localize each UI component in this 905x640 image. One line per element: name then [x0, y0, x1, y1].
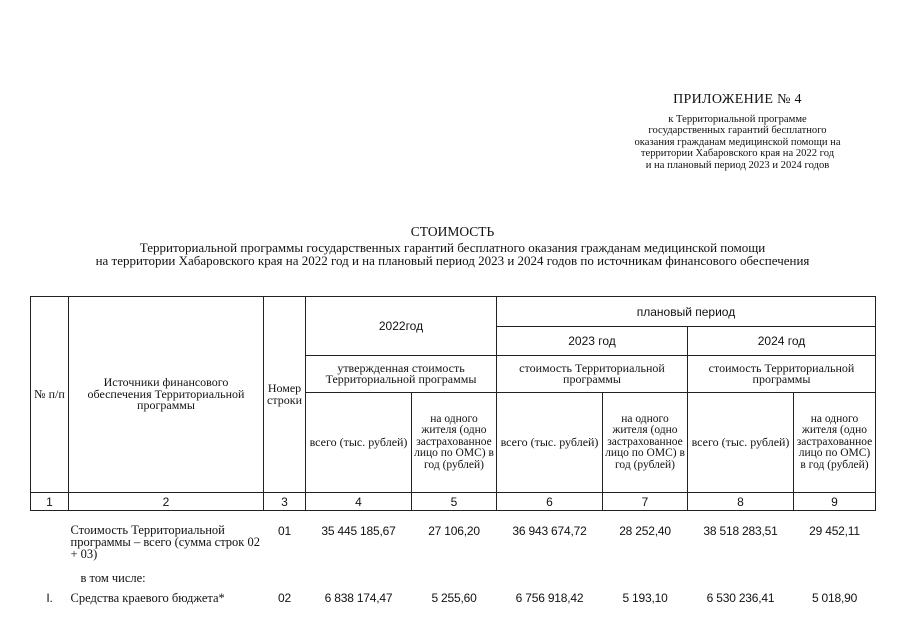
- column-number: 5: [412, 493, 497, 511]
- appendix-title: ПРИЛОЖЕНИЕ № 4: [673, 92, 802, 107]
- table-row: [31, 587, 876, 609]
- column-number: 6: [497, 493, 603, 511]
- value-total-2023: [497, 569, 603, 587]
- header-cost-2024: стоимость Территориальной программы: [688, 356, 876, 393]
- table-row: [31, 569, 876, 587]
- document-title: СТОИМОСТЬ: [410, 224, 495, 239]
- header-total-2024: всего (тыс. рублей): [688, 393, 794, 493]
- row-index: [31, 523, 69, 569]
- column-number: 9: [794, 493, 876, 511]
- header-row-1: [31, 297, 876, 327]
- value-per-resident-2024: [794, 569, 876, 587]
- appendix-line: оказания гражданам медицинской помощи на: [634, 136, 841, 148]
- header-cost-2023: стоимость Территориальной программы: [497, 356, 688, 393]
- row-line-number: [264, 569, 306, 587]
- value-per-resident-2022: 5 255,60: [431, 590, 477, 605]
- column-number: 2: [69, 493, 264, 511]
- value-total-2023: 6 756 918,42: [515, 590, 584, 605]
- header-year-2022: 2022год: [306, 297, 497, 356]
- header-line-number: Номер строки: [264, 297, 306, 493]
- row-label: Стоимость Территориальной программы – всего (сумма строк 02 + 03): [70, 522, 261, 561]
- header-sources: Источники финансового обеспечения Территориальной программы: [69, 297, 264, 493]
- value-total-2022: [306, 569, 412, 587]
- header-total-2022: всего (тыс. рублей): [306, 393, 412, 493]
- subtitle-line-1: Территориальной программы государственных гарантий бесплатного оказания гражданам медицинской помощи: [139, 240, 766, 255]
- value-per-resident-2023: 5 193,10: [622, 590, 668, 605]
- table-row: [31, 523, 876, 569]
- value-total-2023: 36 943 674,72: [512, 523, 587, 538]
- header-year-2024: 2024 год: [688, 327, 876, 356]
- row-index: [31, 569, 69, 587]
- value-per-resident-2023: [603, 569, 688, 587]
- header-per-resident-2022: на одного жителя (одно застрахованное лицо по ОМС) в год (рублей): [412, 393, 497, 493]
- column-number-row: [31, 493, 876, 511]
- header-year-2023: 2023 год: [497, 327, 688, 356]
- spacer-row: [31, 511, 876, 523]
- cost-table: [30, 296, 876, 609]
- row-label: Средства краевого бюджета*: [70, 590, 225, 605]
- value-total-2024: 38 518 283,51: [703, 523, 778, 538]
- column-number: 7: [603, 493, 688, 511]
- value-per-resident-2023: 28 252,40: [619, 523, 671, 538]
- value-per-resident-2022: [412, 569, 497, 587]
- header-approved-cost: утвержденная стоимость Территориальной программы: [306, 356, 497, 393]
- value-per-resident-2024: 29 452,11: [809, 523, 860, 538]
- appendix-line: и на плановый период 2023 и 2024 годов: [645, 159, 830, 171]
- column-number: 8: [688, 493, 794, 511]
- appendix-line: территории Хабаровского края на 2022 год: [640, 148, 835, 160]
- appendix-block: [600, 92, 875, 171]
- header-planned-period: плановый период: [497, 297, 876, 327]
- row-index: I.: [46, 590, 53, 605]
- column-number: 4: [306, 493, 412, 511]
- document-subtitle: [10, 241, 895, 267]
- column-number: 1: [31, 493, 69, 511]
- value-per-resident-2022: 27 106,20: [428, 523, 480, 538]
- header-per-resident-2024: на одного жителя (одно застрахованное лицо по ОМС) в год (рублей): [794, 393, 876, 493]
- value-total-2024: 6 530 236,41: [706, 590, 775, 605]
- row-line-number: 01: [278, 523, 291, 538]
- column-number: 3: [264, 493, 306, 511]
- header-num: № п/п: [31, 297, 69, 493]
- value-per-resident-2024: 5 018,90: [811, 590, 858, 605]
- value-total-2022: 35 445 185,67: [321, 523, 396, 538]
- header-per-resident-2023: на одного жителя (одно застрахованное лицо по ОМС) в год (рублей): [603, 393, 688, 493]
- row-label: в том числе:: [80, 570, 146, 585]
- value-total-2024: [688, 569, 794, 587]
- subtitle-line-2: на территории Хабаровского края на 2022 год и на плановый период 2023 и 2024 годов по источникам финансового обеспечения: [95, 253, 810, 268]
- value-total-2022: 6 838 174,47: [324, 590, 393, 605]
- appendix-line: государственных гарантий бесплатного: [648, 125, 827, 137]
- header-total-2023: всего (тыс. рублей): [497, 393, 603, 493]
- appendix-line: к Территориальной программе: [668, 114, 807, 125]
- row-line-number: 02: [278, 590, 291, 605]
